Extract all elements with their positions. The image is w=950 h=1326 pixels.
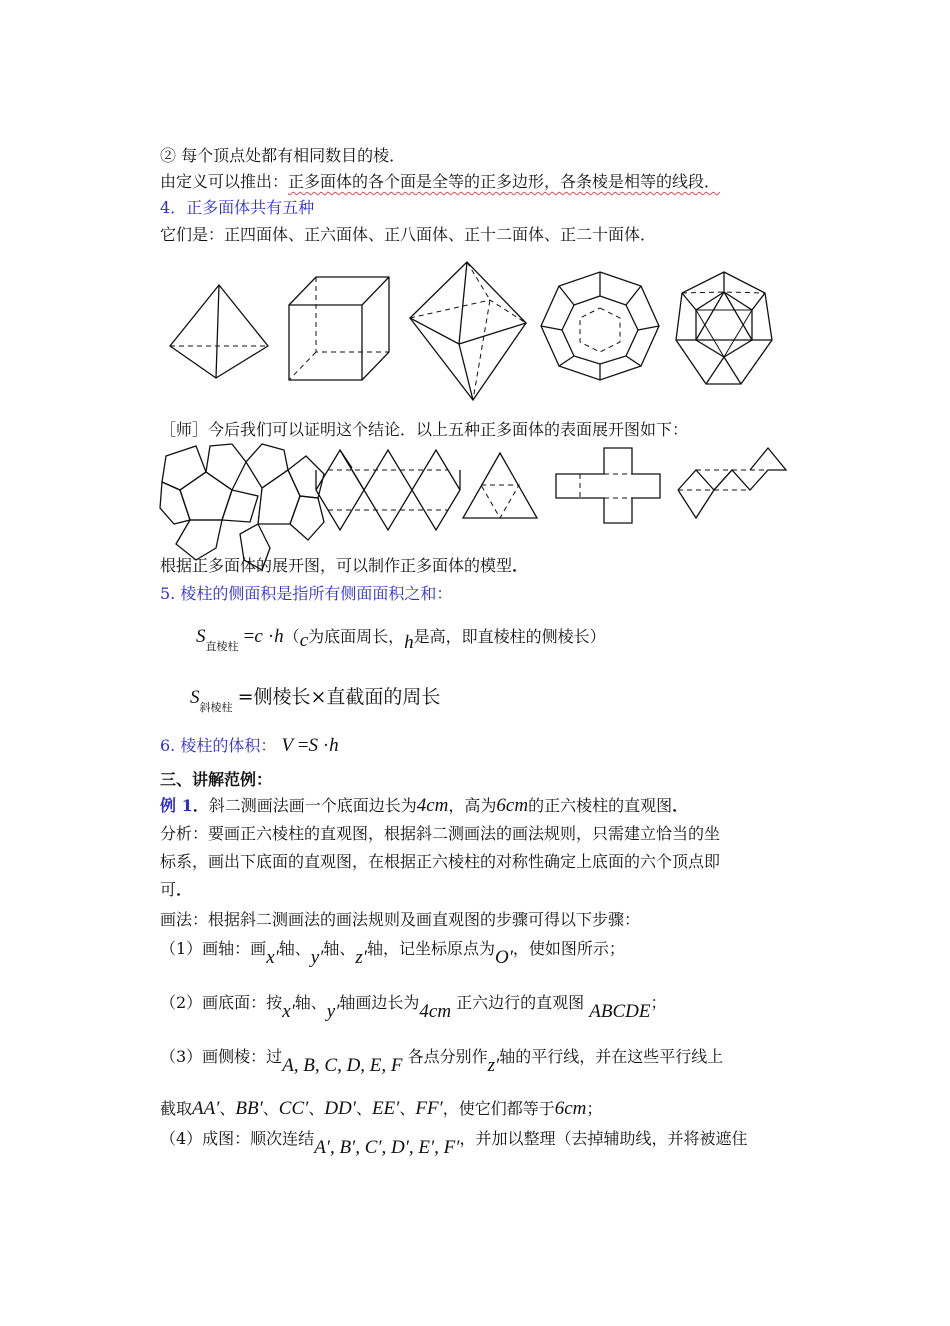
step-3 (160, 1042, 724, 1076)
section-6-heading (160, 736, 339, 756)
step-1-o: O′ (494, 947, 513, 968)
step-2-b: 轴、 (294, 993, 327, 1012)
section-3-heading: 三、讲解范例： (160, 770, 273, 789)
step-3b-c: ； (586, 1099, 603, 1118)
step-3b-sep1: 、 (219, 1099, 236, 1118)
step-2-v: 4cm (419, 1001, 452, 1022)
step-3-a: （3）画侧棱：过 (160, 1047, 283, 1066)
example-1-v1: 4cm (416, 795, 449, 816)
formula1-t2: 是高，即直棱柱的侧棱长） (413, 627, 606, 646)
volume-dot: · (318, 735, 330, 756)
section-5-heading: 5. 棱柱的侧面积是指所有侧面面积之和： (160, 584, 453, 603)
step-4-b: ，并加以整理（去掉辅助线，并将被遮住 (459, 1129, 748, 1148)
condition-2: ② 每个顶点处都有相同数目的棱． (160, 146, 406, 165)
step-2-x: x′ (282, 1001, 295, 1022)
formula-oblique-prism (190, 682, 440, 715)
section-4-heading: 4．正多面体共有五种 (160, 198, 315, 217)
step-3b-sep5: 、 (399, 1099, 416, 1118)
step-4-a: （4）成图：顺次连结 (160, 1129, 315, 1148)
step-1-d: 轴，记坐标原点为 (366, 939, 495, 958)
icosahedron-net (316, 450, 460, 530)
example-1-t1: 斜二测画法画一个底面边长为 (208, 796, 417, 815)
formula1-c: c (254, 626, 263, 647)
analysis-line-3-text: 可 (160, 880, 177, 899)
formula1-s: S (196, 626, 206, 647)
formula1-c2: c (299, 630, 309, 651)
formula1-h: h (274, 626, 284, 647)
step-1-y: y′ (310, 947, 324, 968)
step-4-pts: A′, B′, C′, D′, E′, F′ (314, 1137, 460, 1158)
step-2-c: 轴画边长为 (339, 993, 420, 1012)
step-2-y: y′ (326, 1001, 340, 1022)
volume-label: 6. 棱柱的体积： (160, 736, 277, 755)
analysis-line-2: 标系，画出下底面的直观图，在根据正六棱柱的对称性确定上底面的六个顶点即 (160, 852, 721, 871)
step-4 (160, 1124, 748, 1158)
step-2-abc: ABCDE (589, 1001, 651, 1022)
step-2-d: 正六边行的直观图 (456, 993, 585, 1012)
step-1 (160, 934, 625, 968)
step-1-a: （1）画轴：画 (160, 939, 267, 958)
step-3b-sep3: 、 (308, 1099, 325, 1118)
step-3-continued (160, 1094, 602, 1124)
step-3b-aa: AA′ (192, 1098, 220, 1119)
teacher-remark: ［师］今后我们可以证明这个结论．以上五种正多面体的表面展开图如下： (160, 420, 689, 439)
step-3b-v: 6cm (554, 1098, 587, 1119)
step-1-e: ，使如图所示； (512, 939, 625, 958)
step-3-pts: A, B, C, D, E, F (282, 1055, 403, 1076)
step-1-z: z′ (355, 947, 367, 968)
step-2 (160, 988, 667, 1022)
step-3-z: z′ (487, 1055, 500, 1076)
cube-net (556, 448, 660, 523)
analysis-line-3-dot: ． (176, 880, 193, 899)
example-1-t4: ． (672, 796, 689, 815)
example-1 (160, 795, 688, 817)
formula1-h2: h (404, 632, 414, 653)
formula1-t1: 为底面周长， (308, 627, 405, 646)
step-3b-a: 截取 (160, 1099, 193, 1118)
step-1-b: 轴、 (278, 939, 311, 958)
step-3b-dd: DD′ (324, 1098, 356, 1119)
step-3b-ee: EE′ (371, 1098, 400, 1119)
step-3b-sep2: 、 (262, 1099, 279, 1118)
step-3b-b: ，使它们都等于 (442, 1099, 555, 1118)
step-3b-sep4: 、 (355, 1099, 372, 1118)
conclusion-prefix: 由定义可以推出： (160, 172, 289, 191)
step-3b-ff: FF′ (415, 1098, 443, 1119)
example-1-dot: ． (192, 796, 209, 815)
formula2-rest: =侧棱长×直截面的周长 (237, 686, 441, 708)
step-3b-cc: CC′ (278, 1098, 309, 1119)
tetrahedron-net (463, 453, 537, 518)
conclusion-underlined: 正多面体的各个面是全等的正多边形，各条棱是相等的线段． (288, 172, 721, 191)
step-2-a: （2）画底面：按 (160, 993, 283, 1012)
step-1-x: x′ (266, 947, 279, 968)
nets-usage-text: 根据正多面体的展开图，可以制作正多面体的模型 (160, 556, 513, 575)
volume-v: V (281, 735, 294, 756)
polyhedra-list: 它们是：正四面体、正六面体、正八面体、正十二面体、正二十面体． (160, 225, 657, 244)
volume-s: S (308, 735, 319, 756)
octahedron-net (678, 448, 786, 518)
volume-eq: = (293, 735, 309, 756)
dodecahedron-net (160, 444, 324, 570)
nets-usage (160, 556, 528, 576)
example-1-t3: 的正六棱柱的直观图 (528, 796, 673, 815)
analysis-line-3 (160, 880, 192, 900)
step-3-c: 轴的平行线，并在这些平行线上 (499, 1047, 724, 1066)
step-3-b: 各点分别作 (407, 1047, 488, 1066)
nets-usage-dot: ． (512, 556, 529, 575)
example-1-v2: 6cm (496, 795, 529, 816)
step-1-c: 轴、 (323, 939, 356, 958)
example-1-label: 例 1 (160, 796, 193, 815)
volume-h: h (329, 735, 339, 756)
formula1-sub: 直棱柱 (205, 640, 239, 653)
analysis-line-1: 分析：要画正六棱柱的直观图，根据斜二测画法的画法规则，只需建立恰当的坐 (160, 824, 721, 843)
formula2-sub: 斜棱柱 (199, 701, 233, 714)
formula1-paren: （ (283, 627, 300, 646)
formula-right-prism (196, 622, 606, 654)
formula2-s: S (190, 687, 200, 708)
step-2-e: ； (650, 993, 667, 1012)
step-3b-bb: BB′ (235, 1098, 263, 1119)
example-1-t2: ，高为 (448, 796, 497, 815)
method-intro: 画法：根据斜二测画法的画法规则及画直观图的步骤可得以下步骤： (160, 910, 641, 929)
formula1-dot: · (267, 626, 275, 647)
formula1-eq: = (243, 626, 255, 647)
